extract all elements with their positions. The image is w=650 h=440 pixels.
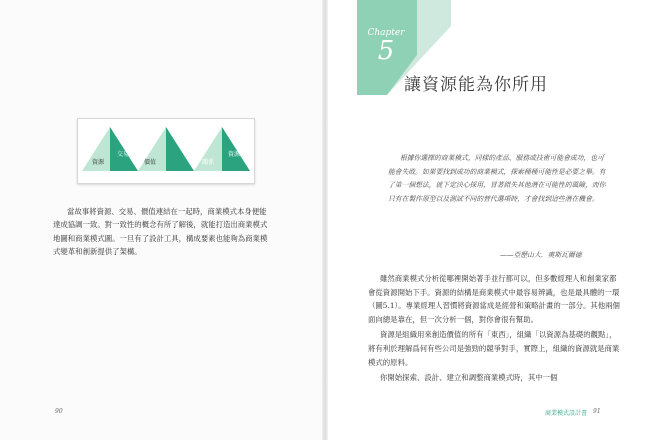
chapter-word: Chapter [367,28,405,38]
right-paragraph-1: 雖然商業模式分析從哪裡開始著手並行都可以，但多數經理人和創業家都會從資源開始下手。資源的結構是商業模式中最容易辨識，也是最具體的一環（圖5.1）。專業經理人習慣將資源當成是經營和策略計畫的一部分。其他兩個面向總是靠在，但一次分析一個，對你會很有幫助。 [368,274,620,324]
running-head: 商業模式設計書 [545,410,588,417]
quote-attribution: ——亞歷山大．奧斯瓦爾德 [500,251,582,259]
right-page-number: 91 [593,408,601,415]
pyramid-2-right-face [166,127,194,171]
left-page-number: 90 [55,408,63,415]
left-paragraph: 當故事將資源、交易、價值連結在一起時，商業模式本身便能達成協調一致。對一致性的概念有所了解後，就能打造出商業模式地圖和商業模式圖。一旦有了設計工具，構成要素也能夠為商業模式變革和創新提供了架構。 [53,207,268,257]
left-body-text [53,205,271,259]
figure-label-4: 關係 [202,159,215,166]
right-paragraph-2: 資源是組織用來創造價值的所有「東西」，組織「以資源為基礎的觀點」，將有利於理解爲何有些公司是強勁的競爭對手，實際上，組織的資源就是商業模式的原料。 [368,330,620,367]
figure-label-3: 價值 [144,159,157,166]
resource-pyramids-figure [77,118,255,184]
page-gutter [322,0,328,440]
figure-label-5: 資源 [228,151,241,158]
figure-label-2: 交易 [117,151,130,158]
right-body-text [368,272,620,387]
chapter-number: 5 [377,36,395,66]
figure-label-1: 資源 [92,159,105,166]
quote-text: 根據你選擇的商業模式，同樣的產品、服務或技術可能會成功，也可能會失敗。如果要找到成功的商業模式，探索種種可能性是必要之舉。有了第一個想法，就下定決心採用，冒著錯失其他潛在可能性的風險，而你只有在製作原型以及測試不同的替代選項時，才會找到這些潛在機會。 [388,154,606,203]
epigraph-quote [388,152,606,206]
chapter-title: 讓資源能為你所用 [404,75,548,95]
right-paragraph-3: 你開始探索、設計、建立和調整商業模式時，其中一個 [380,373,558,383]
